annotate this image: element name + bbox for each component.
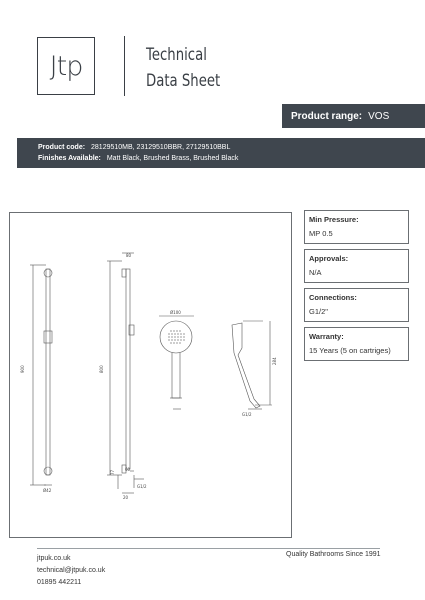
spec-approvals: [304, 249, 409, 283]
spec-label: Connections:: [309, 293, 357, 302]
technical-drawing: [10, 213, 293, 539]
product-info-bar: [17, 138, 425, 168]
header-divider: [124, 36, 125, 96]
footer-divider: [37, 548, 380, 549]
dim-bottom-offset: 77: [110, 469, 115, 475]
dim-length-side: 284: [272, 357, 277, 365]
jtp-logo: [37, 37, 95, 95]
finishes-label: Finishes Available:: [38, 155, 101, 162]
spec-connections: [304, 288, 409, 322]
footer-contact: [37, 553, 105, 589]
rail-front-view: [46, 269, 50, 475]
dim-g12-side: G1/2: [242, 412, 252, 417]
title-line-2: Data Sheet: [146, 71, 221, 91]
dim-bottom-width: 20: [123, 495, 129, 500]
footer-phone: 01895 442211: [37, 579, 82, 586]
dim-small-1: 60: [125, 467, 131, 472]
product-range-value: VOS: [368, 110, 390, 122]
product-range-label: Product range:: [291, 110, 363, 122]
dim-top-bracket: 80: [126, 253, 132, 258]
spec-min-pressure: [304, 210, 409, 244]
footer-email[interactable]: technical@jtpuk.co.uk: [37, 567, 106, 574]
spec-value: G1/2": [309, 307, 328, 316]
shower-head-front: [160, 321, 192, 353]
dim-height-total: 900: [20, 365, 25, 373]
spec-label: Approvals:: [309, 254, 349, 263]
shower-head-side: [232, 323, 260, 408]
spec-value: MP 0.5: [309, 229, 333, 238]
logo-text: Jtp: [49, 50, 83, 82]
title-line-1: Technical: [146, 45, 207, 65]
dim-head-diameter: Ø100: [170, 310, 181, 315]
product-range-bar: [282, 104, 425, 128]
product-code-label: Product code:: [38, 144, 86, 151]
footer-website[interactable]: jtpuk.co.uk: [37, 555, 71, 562]
dim-height-inner: 800: [99, 365, 104, 373]
product-code-value: 28129510MB, 23129510BBR, 27129510BBL: [91, 144, 231, 151]
spec-value: N/A: [309, 268, 322, 277]
document-title: [146, 42, 220, 94]
technical-drawing-frame: [9, 212, 292, 538]
rail-side-view: [126, 269, 130, 469]
spec-value: 15 Years (5 on cartriges): [309, 346, 391, 355]
dim-thread: G1/2: [137, 484, 147, 489]
spec-warranty: [304, 327, 409, 361]
finishes-value: Matt Black, Brushed Brass, Brushed Black: [106, 155, 239, 162]
dim-rail-diameter: Ø42: [43, 488, 52, 493]
spec-label: Min Pressure:: [309, 215, 359, 224]
spec-label: Warranty:: [309, 332, 344, 341]
footer-tagline: Quality Bathrooms Since 1991: [286, 551, 381, 558]
